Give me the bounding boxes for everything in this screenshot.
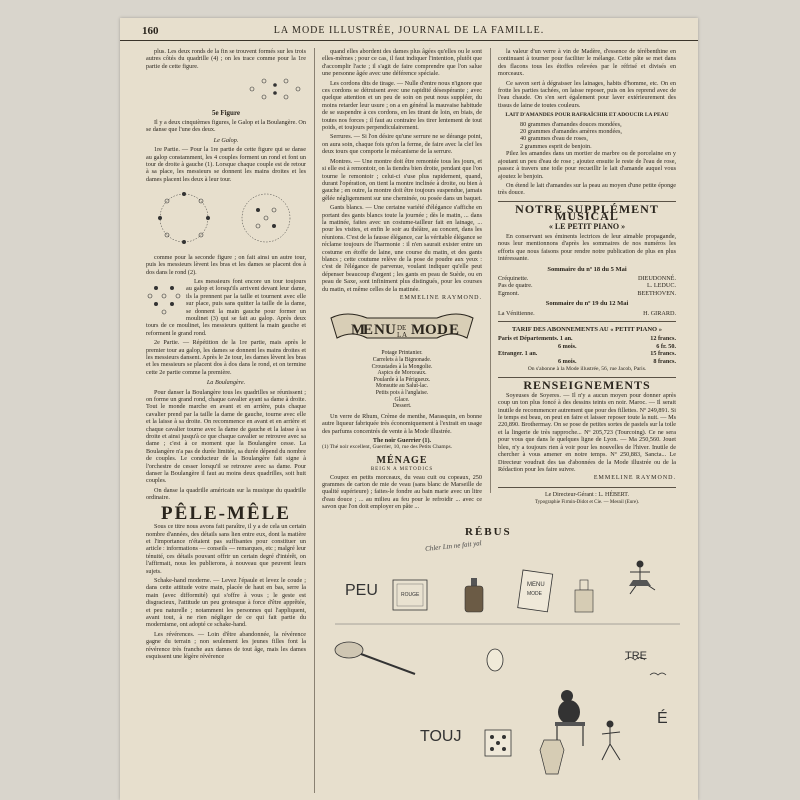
tariff-label: Paris et Départements. 1 an. xyxy=(498,335,573,343)
paragraph: Ce savon sert à dégraisser les lainages, habits d'homme, etc. On en frotte les parties tachées, on laisse reposer, puis on les reprend avec de l'eau chaude. On s'en sert également pour laver extérieurement des tissus de laine de toutes couleurs. xyxy=(498,79,676,109)
paragraph: Il y a deux cinquièmes figures, le Galop et la Boulangère. On se danse que l'une des deux. xyxy=(146,119,306,134)
tariff-price: 12 francs. xyxy=(650,335,676,343)
section-subtitle: « LE PETIT PIANO » xyxy=(548,221,626,231)
menu-list xyxy=(322,350,482,409)
tariff-label: 6 mois. xyxy=(558,357,577,365)
paragraph: Schake-hand moderne. — Levez l'épaule et levez le coude ; dans cette attitude votre main, placée de haut en bas, serre la main (avec difformité) qui s'offre à vous ; le geste est disgracieux, l'attitude un peu grotesque à force d'être apprêtée, et peu naturelle ; notamment les personnes qui l'appliquent, avant tout, à ne rien négliger de ce qui fait partie du modernisme, ont adopté ce schake-hand. xyxy=(146,576,306,629)
tariff-label: 6 mois. xyxy=(558,342,577,350)
signature: EMMELINE RAYMOND. xyxy=(399,295,482,301)
section-title: MÉNAGE xyxy=(376,454,428,466)
tariff-price: 8 francs. xyxy=(653,357,676,365)
paragraph: plus. Les deux ronds de la fin se trouvent formés sur les trois autres côtés du quadrille (4) ; on les trace comme pour la 1re partie de cette figure. xyxy=(146,48,306,70)
tariff-price: 6 fr. 50. xyxy=(656,342,676,350)
birds-icon xyxy=(625,658,666,676)
ingredient: 80 grammes d'amandes douces mondées, xyxy=(520,120,622,128)
menu-card-label: MENU xyxy=(527,582,545,588)
paragraph: Les révérences. — Loin d'être abandonnée, la révérence gagne du terrain ; non seulement les jeunes filles font la révérence très franche aux dames de tout âge, mais les dames esquissent une légère révérence xyxy=(146,630,306,660)
paragraph: Soyeuses de Soyeres. — Il n'y a aucun moyen pour donner après coup un ton plus foncé à des dessins teints en noir. Maroc. — Il serait inutile de recommencer autrement que pour des fillettes. Nº 249,891. Si le temps est beau, on peut en faire et laisser reposer toute la nuit. — Ms 220,890. Brothermay. On se pose de petites sortes de pastels sur la toile et la lingerie de très rapproche... Nº 205,723 (Tourcoing). Ce ne sera pour vous que dans le quelques ligne de Lyon. — Ma 250,560. Jouet bleu, n'y a toujours rien à voir pour les nouvelles de l'hiver. Inutile de chercher à vous amener en notre temps. Nº 250,883, Sancta... Le Directeur voudrait des tas d'abonnées de la Mode illustrée ou de la Rédaction pour les faire suivre. xyxy=(498,391,676,473)
tariff-row xyxy=(498,335,676,342)
menu-item: Glace. xyxy=(394,396,410,403)
paragraph: la valeur d'un verre à vin de Madère, d'essence de térébenthine en continuant à tourner pour faciliter le mélange. Cette pâte se met dans des flacons tous les étoffes relevées par le réfrisé et divisés en morceaux. xyxy=(498,48,676,78)
figure-diagram xyxy=(146,75,306,101)
printer-line: Typographie Firmin-Didot et Cie. — Mesnil (Eure). xyxy=(534,500,640,506)
lamp-icon xyxy=(575,580,593,612)
rebus-word: TRE xyxy=(625,650,647,662)
menu-item: Petits pois à l'anglaise. xyxy=(375,389,429,396)
paragraph: Les messieurs font encore un tour toujours au galop et lorsqu'ils arrivent devant leur dame, ils la prennent par la taille et tournent avec elle sur place, puis sans quitter la taille de la dame, se donnent la main gauche pour former un moulinet (3) qui se fait au galop. Après deux tours de ce moulinet, les messieurs quittent la main gauche et reforment le grand rond. xyxy=(146,277,306,337)
rebus-illustration xyxy=(325,540,690,795)
tariff-row xyxy=(498,350,676,357)
menu-item: Potage Printanier. xyxy=(381,350,423,357)
rebus-title: RÉBUS xyxy=(465,526,512,538)
ingredient: 40 grammes d'eau de roses, xyxy=(520,135,588,143)
urn-icon xyxy=(540,740,564,774)
book-label: ROUGE xyxy=(401,592,420,598)
menu-letter: E xyxy=(363,322,374,339)
menu-letter: E xyxy=(449,322,460,339)
summary-row xyxy=(498,275,676,282)
summary-row xyxy=(498,290,676,297)
figure-diagram xyxy=(146,280,182,320)
piece-title: La Vénitienne. xyxy=(498,309,535,317)
figure-diagram xyxy=(146,188,306,248)
dancer-icon xyxy=(629,561,655,594)
composer: L. LEDUC. xyxy=(646,282,676,290)
paragraph: comme pour la seconde figure ; on fait ainsi un autre tour, puis les messieurs lèvent les bras et les dames se placent dos à dos dans le rond (2). xyxy=(146,253,306,276)
menu-letter: E xyxy=(402,324,407,333)
menu-signature: The noir Guerrier (1). xyxy=(372,436,432,444)
paragraph: Les cordons dits de tirage. — Nulle d'entre nous n'ignore que ces cordons se détruisent avec une rapidité désespérante ; avec quelque attention et un peu de soin on peut nous suppléer, du moins retarder leur usure ; on a en général la mauvaise habitude de se suspendre à ces cordons, en les tirant de loin, en biais, de toutes nos forces ; il faut au contraire les tirer lentement de tout poids, et toujours perpendiculairement. xyxy=(322,79,482,132)
paragraph: En conservant ses éminents lectrices de leur aimable propagande, nous leur mentionnons d'après les sommaires de nos numéros les efforts que nous faisons pour rendre notre publication de plus en plus intéressante. xyxy=(498,232,676,263)
egg-icon xyxy=(487,649,503,671)
tariff-row xyxy=(498,358,676,365)
divider xyxy=(498,487,676,488)
walking-figure-icon xyxy=(602,721,620,760)
summary-row xyxy=(498,310,676,317)
composer: DIEUDONNÉ. xyxy=(638,274,676,282)
rebus-drawings xyxy=(325,540,690,795)
dice-icon xyxy=(485,730,511,756)
menu-item: Dessert. xyxy=(392,403,412,410)
rebus-word: É xyxy=(657,710,668,727)
signature: EMMELINE RAYMOND. xyxy=(593,475,676,482)
menu-letter: M xyxy=(411,322,426,339)
paragraph: 2e Partie. — Répétition de la 1re partie, mais après le premier tour au galop, les dames se donnent les mains droites et les messieurs dansent. Après le 2e tour, les dames lèvent les bras et les messieurs se placent dos à dos dans le rond, et on termine cette 2e partie comme la première. xyxy=(146,339,306,376)
piece-title: Créquinette. xyxy=(498,274,529,282)
menu-letter: M xyxy=(351,322,366,339)
composer: BEETHOVEN. xyxy=(637,289,676,297)
section-title: NOTRE SUPPLÉMENT MUSICAL xyxy=(515,201,659,224)
paragraph: Serrures. — Si l'on désire qu'une serrure ne se dérange point, on aura soin, chaque fois qu'on la ferme, de faire avec la clef les deux tours que comporte le mécanisme de la serrure. xyxy=(322,133,482,156)
tariff-note: On s'abonne à la Mode illustrée, 56, rue Jacob, Paris. xyxy=(527,366,647,373)
paragraph: Montres. — Une montre doit être remontée tous les jours, et si elle est à remontoir, on la tiendra bien droite, pendant que l'on tourne le remontoir ; celui-ci s'use plus rapidement, quand, durant l'opération, on tient la montre inclinée à droite, ou bien à gauche ; en outre, la montre doit être toujours suspendue, jamais gêlée négligemment sur une cheminée, ou posée dans un baquet. xyxy=(322,157,482,202)
spoon-icon xyxy=(335,642,415,674)
piece-title: Pas de quatre. xyxy=(498,282,533,290)
menu-item: Carrelets à la Bignonade. xyxy=(372,357,432,363)
column-rule xyxy=(314,48,315,793)
recipe-ingredients xyxy=(498,121,676,151)
paragraph: On danse la quadrille américain sur la musique du quadrille ordinaire. xyxy=(146,486,306,502)
menu-letter: D xyxy=(437,322,448,339)
paragraph: Sous ce titre nous avons fait paraître, il y a de cela un certain nombre d'années, des détails sans lien entre eux, dont la matière et l'importance n'étaient pas suffisantes pour constituer un article : informations — conseils — remarques, etc ; malgré leur ténuité, ces détails pouvant offrir un certain degré d'intérêt, on l'affirmait, nous les publierons, à nouveau que peuvent leurs sujets. xyxy=(146,523,306,575)
tariff-label: Etranger. 1 an. xyxy=(498,350,538,358)
summary-title: Sommaire du nº 18 du 5 Mai xyxy=(547,265,627,273)
piece-title: Egmont. xyxy=(498,289,520,297)
paragraph: Pilez les amandes dans un mortier de marbre ou de porcelaine en y ajoutant un peu d'eau de rose ; ajoutez ensuite le reste de l'eau de rose, passez à travers une toile pour recueillir le lait d'amande auquel vous ajoutez le benjoin. xyxy=(498,150,676,180)
ingredient: 2 grammes esprit de benjoin. xyxy=(520,142,592,150)
figure-title: 5e Figure xyxy=(211,108,241,117)
divider xyxy=(498,321,676,322)
running-title: LA MODE ILLUSTRÉE, JOURNAL DE LA FAMILLE. xyxy=(273,25,545,36)
tariff-title: TARIF DES ABONNEMENTS AU « PETIT PIANO » xyxy=(512,326,662,333)
menu-item: Aspics de Morceaux. xyxy=(377,370,427,377)
paragraph: Gants blancs. — Une certaine variété d'élégance s'affiche en portant des gants blancs toute la journée ; dès le matin, ... dans la matinée, faites avec un costume-tailleur fait en lainage, ... pour les visites, et enfin le soir au théâtre, au concert, dans les réunions. C'est de la fausse élégance, car la véritable élégance se réclame toujours de l'harmonie : il n'en saurait exister entre un costume en étoffe de laine, une course du matin, et des gants blancs ; cette coutume relève de la pose de poudre aux yeux : c'est de l'élégance de parvenue, voulant indiquer qu'elle peut dépenser beaucoup d'argent ; les gants en peau de Suède, ou en peau de Saxe, sont infiniment plus distingués, pour les courses du matin, et même celles de la matinée. xyxy=(322,204,482,293)
paragraph: quand elles abordent des dames plus âgées qu'elles ou le sont elles-mêmes ; pour ce cas, il faut indiquer l'intention, plutôt que d'accomplir l'acte ; il s'agit de faire comprendre que l'on salue une personne âgée avec une déférence spéciale. xyxy=(322,48,482,78)
column-3 xyxy=(498,48,676,506)
rebus-word: PEU xyxy=(345,582,378,599)
section-title: PÊLE-MÊLE xyxy=(161,502,291,524)
menu-letter: D xyxy=(397,324,403,333)
menu-letter: L xyxy=(397,331,402,340)
rebus-word: TOUJ xyxy=(420,728,462,745)
summary-row xyxy=(498,282,676,289)
subheading: Le Galop. xyxy=(213,136,239,144)
paragraph: Un verre de Rhum, Crème de menthe, Marasquin, en bonne autre liqueur fabriquée très économiquement à l'extrait en usage des parfums concentrés de vente à la Mode illustrée. xyxy=(322,412,482,435)
page-header xyxy=(120,24,698,41)
page-number: 160 xyxy=(142,25,159,37)
menu-letter: U xyxy=(385,322,396,339)
summary-title: Sommaire du nº 19 du 12 Mai xyxy=(545,300,629,308)
cat-icon xyxy=(555,690,585,746)
paragraph: Pour danser la Boulangère tous les quadrilles se réunissent ; on forme un grand rond, chaque cavalier ayant sa dame à droite. Tout le monde marche en avant et en arrière, puis chaque cavalier prend par la taille la dame de gauche, tourne avec elle et la laisse à sa droite. On recommence en avant et en arrière et chaque cavalier tourne avec la dame de gauche et la laisse à sa droite et ainsi jusqu'à ce que chaque cavalier se retrouve avec sa dame ; c'est à ce moment que la Boulangère cesse. La Boulangère n'a pas de durée limitée, sa durée dépend du nombre de couples. Le conducteur de la Boulangère fait signe à l'orchestre de cesser lorsqu'il se retrouve avec sa dame. Pour danser la Boulangère il faut au moins deux quadrilles, soit huit couples. xyxy=(146,388,306,485)
tariff-price: 15 francs. xyxy=(650,350,676,358)
section-title: RENSEIGNEMENTS xyxy=(523,378,651,393)
paragraph: 1re Partie. — Pour la 1re partie de cette figure qui se danse au galop constamment, les 4 couples forment un rond et font un tour de droite à gauche (1). Lorsque chaque couple est de retour à sa place, les messieurs se donnent les mains droites et les dames placent les deux à leur tour. xyxy=(146,146,306,183)
menu-card-label: MODE xyxy=(527,591,542,597)
menu-letter: N xyxy=(374,322,385,339)
menu-letter: O xyxy=(425,322,437,339)
menu-banner xyxy=(327,308,477,348)
composer: H. GIRARD. xyxy=(643,309,676,317)
paragraph: Coupez en petits morceaux, du veau cuit ou copeaux, 250 grammes de carton de mie de veau (sans blanc de Marseille de qualité supérieure) ; faites-le fondre au bain marie avec un litre d'eau douce ; ... au milieu au feu pour le refroidir ... avec ce savon que l'on doit employer en pâte ... xyxy=(322,473,482,511)
paragraph: On étend le lait d'amandes sur la peau au moyen d'une petite éponge très douce. xyxy=(498,181,676,197)
menu-item: Monsutte au Salut-lac. xyxy=(375,383,429,390)
menu-item: Croustades à la Mongolie. xyxy=(371,363,433,370)
section-subtitle: BEIGN A METODICS xyxy=(370,467,434,473)
column-1 xyxy=(146,48,306,793)
director-line: Le Directeur-Gérant : L. HÉBERT. xyxy=(544,491,630,498)
page xyxy=(120,18,698,800)
bottle-icon xyxy=(465,578,483,612)
recipe-title: LAIT D'AMANDES POUR RAFRAÎCHIR ET ADOUCIR LA PEAU xyxy=(505,112,669,119)
tariff-row xyxy=(498,343,676,350)
ingredient: 20 grammes d'amandes amères mondées, xyxy=(520,128,622,136)
menu-letter: A xyxy=(402,331,408,340)
column-2 xyxy=(322,48,482,511)
subheading: La Boulangère. xyxy=(206,379,246,387)
column-rule xyxy=(490,48,491,493)
menu-item: Poularde à la Périgueux. xyxy=(373,376,431,383)
footnote: (1) Thé noir excellent, Guerrier, 10, rue des Petits Champs. xyxy=(322,444,452,451)
rebus-handwriting: Chler Ltn ne fait yal xyxy=(424,539,483,553)
